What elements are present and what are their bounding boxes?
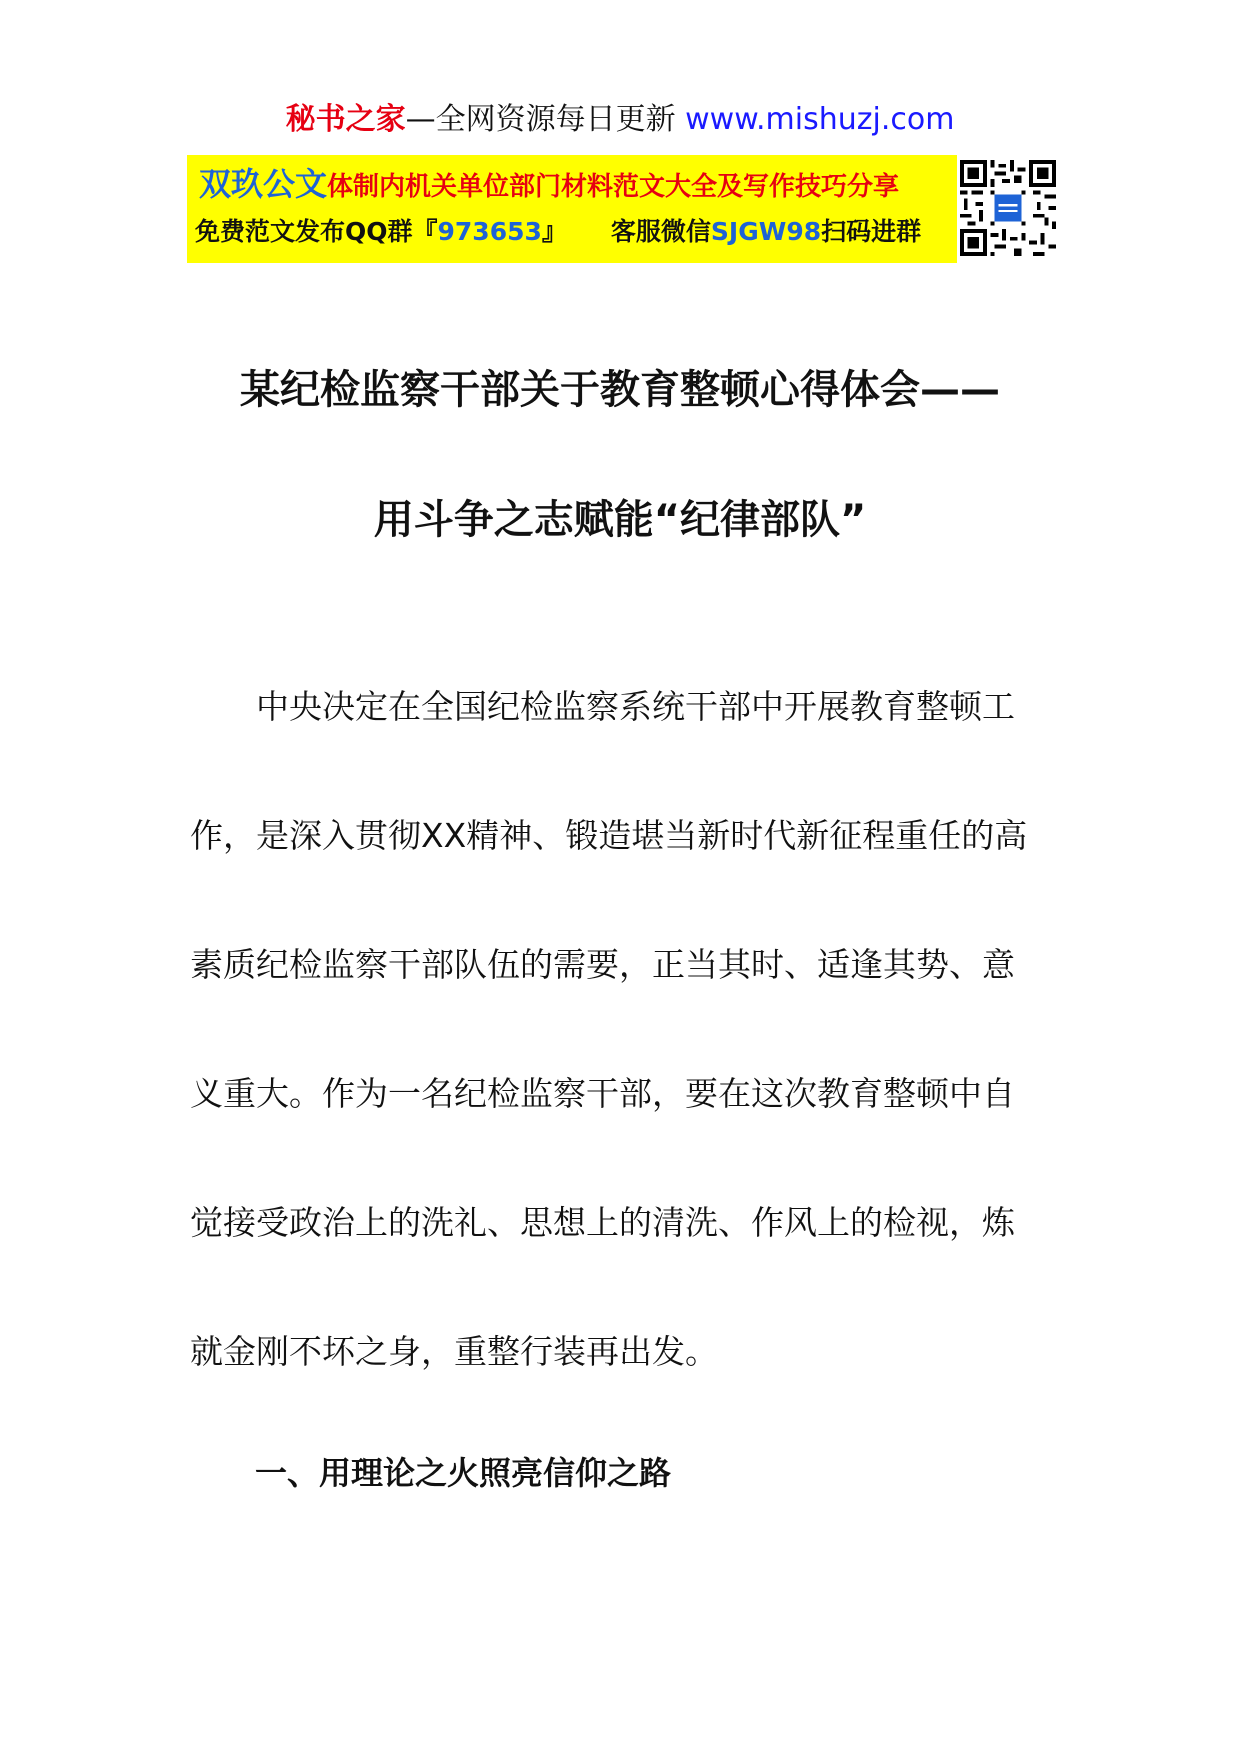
paragraph-line: 中央决定在全国纪检监察系统干部中开展教育整顿工 bbox=[190, 687, 1015, 726]
section-heading: 一、用理论之火照亮信仰之路 bbox=[255, 1454, 672, 1492]
qr-code-icon[interactable] bbox=[960, 160, 1056, 256]
paragraph-line: 义重大。作为一名纪检监察干部，要在这次教育整顿中自 bbox=[190, 1074, 1015, 1113]
wechat-suffix: 扫码进群 bbox=[821, 217, 922, 246]
paragraph-line: 觉接受政治上的洗礼、思想上的清洗、作风上的检视，炼 bbox=[190, 1203, 1015, 1242]
wechat-id: SJGW98 bbox=[710, 217, 822, 246]
promo-banner bbox=[187, 155, 957, 263]
document-title-line-2: 用斗争之志赋能“纪律部队” bbox=[373, 497, 867, 543]
wechat-prefix: 客服微信 bbox=[610, 217, 711, 246]
site-brand: 秘书之家 bbox=[285, 102, 406, 137]
site-header-line bbox=[0, 100, 1240, 140]
banner-description: 体制内机关单位部门材料范文大全及写作技巧分享 bbox=[327, 172, 900, 202]
paragraph-line: 作，是深入贯彻XX精神、锻造堪当新时代新征程重任的高 bbox=[190, 816, 1028, 855]
banner-brand: 双玖公文 bbox=[199, 165, 328, 203]
site-url-link[interactable]: www.mishuzj.com bbox=[685, 102, 955, 137]
paragraph-line: 就金刚不坏之身，重整行装再出发。 bbox=[190, 1332, 718, 1371]
qq-number: 973653 bbox=[437, 217, 542, 246]
document-title-line-1: 某纪检监察干部关于教育整顿心得体会—— bbox=[240, 367, 1000, 413]
banner-row-bottom bbox=[195, 211, 921, 253]
qq-prefix: 免费范文发布QQ群『 bbox=[195, 217, 438, 246]
qq-suffix: 』 bbox=[541, 217, 567, 246]
paragraph-line: 素质纪检监察干部队伍的需要，正当其时、适逢其势、意 bbox=[190, 945, 1015, 984]
banner-row-top bbox=[199, 163, 899, 211]
site-slogan: —全网资源每日更新 bbox=[405, 102, 676, 137]
